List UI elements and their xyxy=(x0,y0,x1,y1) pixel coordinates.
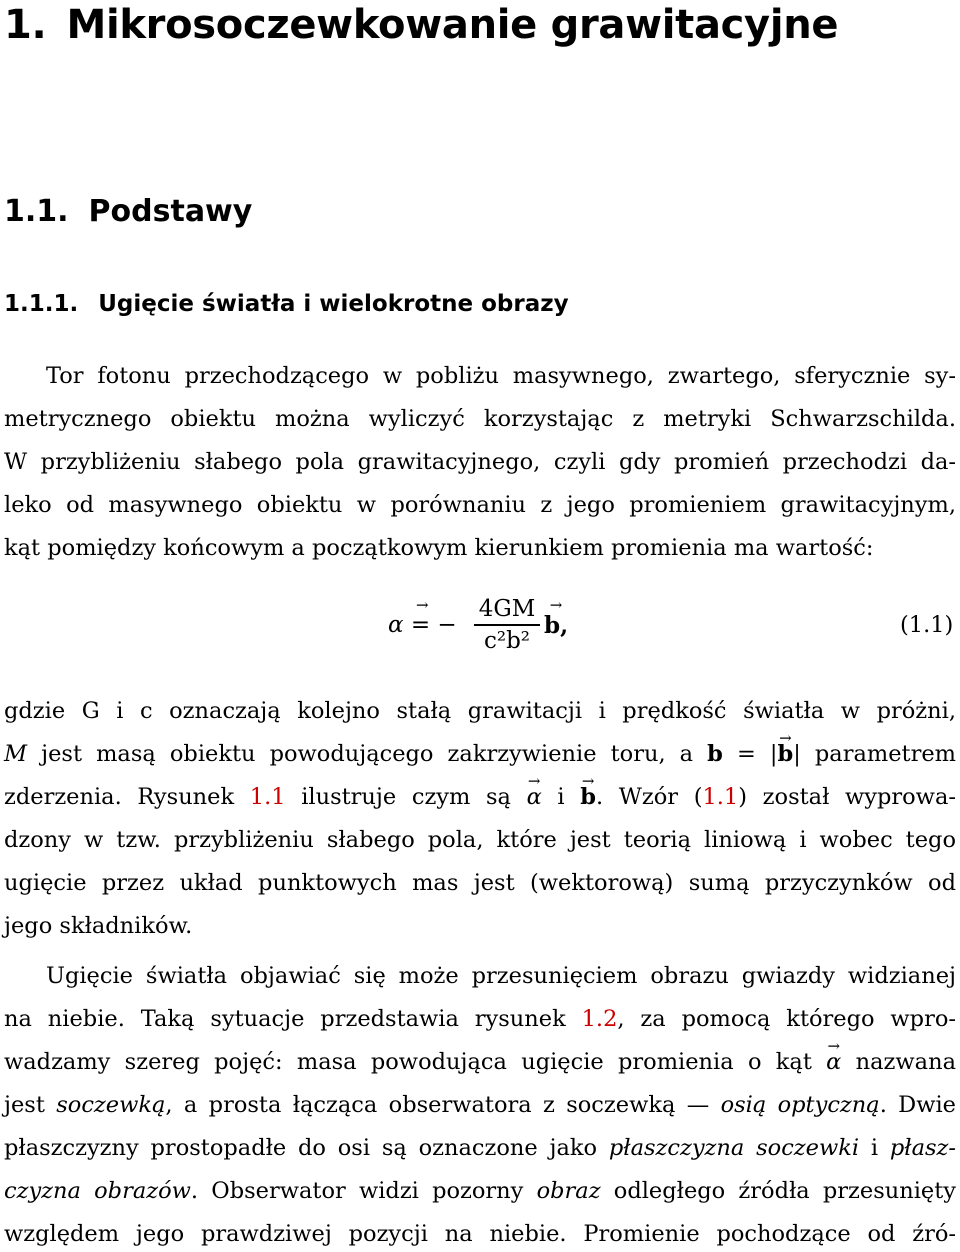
equation-ref-1-1[interactable]: 1.1 xyxy=(702,784,739,810)
text-line: Ugięcie światła objawiać się może przesunięciem obrazu gwiazdy widzianej xyxy=(46,963,956,989)
text-run: i xyxy=(541,784,581,810)
text-line xyxy=(4,1090,956,1120)
term-lens-plane: płaszczyzna soczewki xyxy=(608,1135,860,1161)
fraction-numerator: 4GM xyxy=(478,596,536,622)
term-optical-axis: osią optyczną xyxy=(720,1092,880,1118)
text-run: płaszczyzny prostopadłe do osi są oznaczone jako xyxy=(4,1135,609,1161)
equation-rhs xyxy=(544,612,568,639)
figure-ref-1-1[interactable]: 1.1 xyxy=(249,784,286,810)
b-vector: → b, xyxy=(544,612,568,639)
equation-fraction xyxy=(474,596,540,654)
chapter-number: 1. xyxy=(4,2,47,48)
text-line: metrycznego obiektu można wyliczyć korzystając z metryki Schwarzschilda. xyxy=(4,406,956,432)
text-line: W przybliżeniu słabego pola grawitacyjnego, czyli gdy promień przechodzi da- xyxy=(4,449,956,475)
text-line: leko od masywnego obiektu w porównaniu z jego promieniem grawitacyjnym, xyxy=(4,492,956,518)
subsection-heading xyxy=(4,291,569,317)
text-line: Tor fotonu przechodzącego w pobliżu masywnego, zwartego, sferycznie sy- xyxy=(46,363,956,389)
text-run: na niebie. Taką sytuacje przedstawia rysunek xyxy=(4,1006,582,1032)
b-vector-symbol: → b xyxy=(778,739,794,769)
text-run: odległego źródła przesunięty xyxy=(600,1178,956,1204)
equation-number: (1.1) xyxy=(900,612,954,638)
chapter-heading xyxy=(4,2,838,48)
term-image-plane-start: płasz- xyxy=(889,1135,956,1161)
text-run: . Dwie xyxy=(879,1092,956,1118)
text-run: ilustruje czym są xyxy=(285,784,527,810)
text-run: , a prosta łącząca obserwatora z soczewką — xyxy=(165,1092,721,1118)
section-title: Podstawy xyxy=(88,194,253,229)
term-image: obraz xyxy=(536,1178,601,1204)
subsection-title: Ugięcie światła i wielokrotne obrazy xyxy=(98,291,569,317)
text-line xyxy=(4,1004,956,1034)
subsection-number: 1.1.1. xyxy=(4,291,79,317)
term-lens: soczewką xyxy=(56,1092,166,1118)
chapter-title: Mikrosoczewkowanie grawitacyjne xyxy=(66,2,839,48)
text-run: . Obserwator widzi pozorny xyxy=(190,1178,537,1204)
text-run: . Wzór ( xyxy=(595,784,703,810)
text-line xyxy=(4,739,956,769)
text-run: zderzenia. Rysunek xyxy=(4,784,250,810)
text-line: względem jego prawdziwej pozycji na niebie. Promienie pochodzące od źró- xyxy=(4,1221,956,1247)
text-run: , za pomocą którego wpro- xyxy=(617,1006,956,1032)
alpha-symbol: → α xyxy=(527,782,542,812)
fraction-denominator: c²b² xyxy=(483,628,531,654)
text-line xyxy=(4,1176,956,1206)
alpha-vector: → α = − xyxy=(388,612,457,638)
text-run: = | xyxy=(722,741,778,767)
mass-symbol: M xyxy=(4,741,28,767)
text-run: jest masą obiektu powodującego zakrzywienie toru, a xyxy=(27,741,708,767)
term-image-plane-end: czyzna obrazów xyxy=(4,1178,191,1204)
text-line: kąt pomiędzy końcowym a początkowym kierunkiem promienia ma wartość: xyxy=(4,535,874,561)
b-vector-symbol: → b xyxy=(580,782,596,812)
text-run: i xyxy=(859,1135,890,1161)
text-line xyxy=(4,1047,956,1077)
text-line: jego składników. xyxy=(4,913,193,939)
text-run: | parametrem xyxy=(793,741,956,767)
text-line: dzony w tzw. przybliżeniu słabego pola, które jest teorią liniową i wobec tego xyxy=(4,827,956,853)
text-line: ugięcie przez układ punktowych mas jest (wektorową) sumą przyczynków od xyxy=(4,870,956,896)
text-run: jest xyxy=(4,1092,57,1118)
text-run: nazwana xyxy=(841,1049,956,1075)
text-line: gdzie G i c oznaczają kolejno stałą grawitacji i prędkość światła w próżni, xyxy=(4,698,956,724)
section-number: 1.1. xyxy=(4,194,69,229)
alpha-symbol: → α xyxy=(826,1047,841,1077)
section-heading xyxy=(4,194,252,229)
b-symbol: b xyxy=(707,741,723,767)
figure-ref-1-2[interactable]: 1.2 xyxy=(581,1006,618,1032)
text-line xyxy=(4,1133,956,1163)
equation-lhs xyxy=(388,612,457,638)
fraction-bar xyxy=(474,624,540,626)
text-line xyxy=(4,782,956,812)
text-run: ) został wyprowa- xyxy=(738,784,956,810)
text-run: wadzamy szereg pojęć: masa powodująca ugięcie promienia o kąt xyxy=(4,1049,827,1075)
